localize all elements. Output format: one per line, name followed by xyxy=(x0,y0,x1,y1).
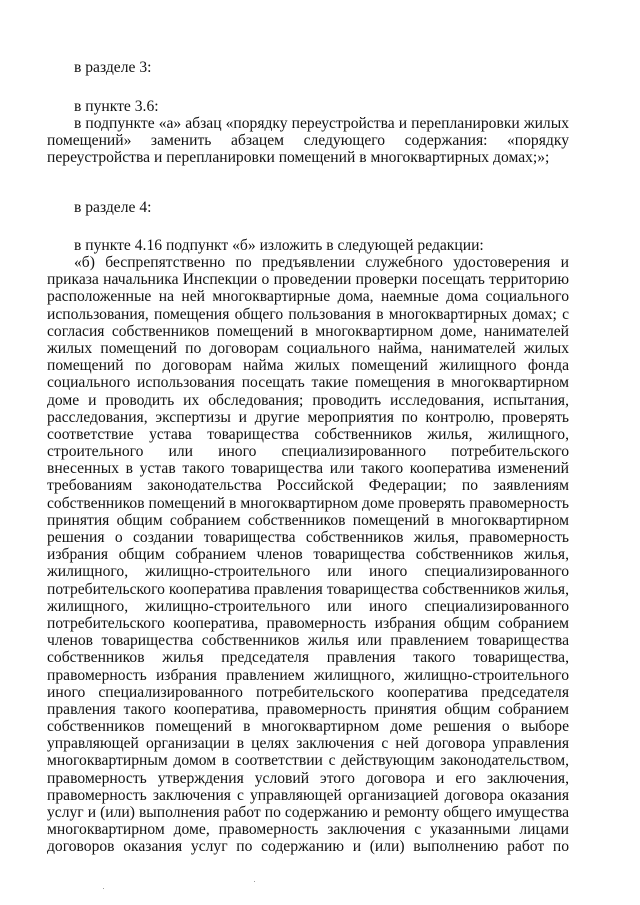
scan-speck xyxy=(103,888,104,889)
paragraph-line: помещений по договорам найма жилых помещений жилищного фонда xyxy=(47,357,569,375)
paragraph-line: приказа начальника Инспекции о проведении проверки посещать территорию xyxy=(47,271,569,289)
paragraph-line: правления такого кооператива, правомерность принятия общим собранием xyxy=(47,700,569,718)
paragraph-line: внесенных в устав такого товарищества или такого кооператива изменений xyxy=(47,460,569,478)
paragraph-line: в подпункте «а» абзац «порядку переустройства и перепланировки жилых xyxy=(74,115,569,132)
item-3-6-heading: в пункте 3.6: xyxy=(74,98,159,115)
paragraph-line: избрания общим собранием членов товарищества собственников жилья, xyxy=(47,546,569,564)
paragraph-line: услуг и (или) выполнения работ по содержанию и ремонту общего имущества xyxy=(47,804,569,821)
paragraph-line: собственников помещений в многоквартирном доме решения о выборе xyxy=(47,718,569,736)
paragraph-line: расследования, экспертизы и другие мероприятия по контролю, проверять xyxy=(47,408,569,426)
paragraph-line: расположенные на ней многоквартирные дома, наемные дома социального xyxy=(47,288,569,306)
paragraph-line: переустройства и перепланировки помещений в многоквартирных домах;»; xyxy=(47,149,550,167)
paragraph-line: собственников помещений в многоквартирном доме проверять правомерность xyxy=(47,494,569,512)
paragraph-line: членов товарищества собственников жилья или правлением товарищества xyxy=(47,632,569,650)
paragraph-line: правомерность избрания правлением жилищного, жилищно-строительного xyxy=(47,666,569,684)
paragraph-line: договоров оказания услуг по содержанию и (или) выполнению работ по xyxy=(47,838,569,856)
item-4-16-paragraph xyxy=(47,254,569,856)
paragraph-line: правомерность утверждения условий этого договора и его заключения, xyxy=(47,769,569,787)
paragraph-line: принятия общим собранием собственников помещений в многоквартирном xyxy=(47,511,569,529)
section-4-heading: в разделе 4: xyxy=(74,199,152,216)
paragraph-line: строительного или иного специализированного потребительского xyxy=(47,443,569,461)
paragraph-line: соответствие устава товарищества собственников жилья, жилищного, xyxy=(47,425,569,443)
paragraph-line: правомерность заключения с управляющей организацией договора оказания xyxy=(47,786,569,804)
paragraph-line: потребительского кооператива правления товарищества собственников жилья, xyxy=(47,580,569,598)
paragraph-line: многоквартирном доме, правомерность заключения с указанными лицами xyxy=(47,821,569,839)
paragraph-line: социального использования посещать такие помещения в многоквартирном xyxy=(47,374,569,392)
paragraph-line: помещений» заменить абзацем следующего содержания: «порядку xyxy=(47,132,569,150)
item-3-6-paragraph xyxy=(47,115,569,167)
paragraph-line: жилых помещений по договорам социального найма, нанимателей жилых xyxy=(47,339,569,357)
paragraph-line: «б) беспрепятственно по предъявлении служебного удостоверения и xyxy=(74,254,569,271)
item-4-16-intro: в пункте 4.16 подпункт «б» изложить в следующей редакции: xyxy=(74,237,484,254)
paragraph-line: собственников жилья председателя правления такого товарищества, xyxy=(47,649,569,667)
section-3-heading: в разделе 3: xyxy=(74,59,152,76)
paragraph-line: согласия собственников помещений в многоквартирном доме, нанимателей xyxy=(47,322,569,340)
paragraph-line: требованиям законодательства Российской Федерации; по заявлениям xyxy=(47,477,569,495)
paragraph-line: иного специализированного потребительского кооператива председателя xyxy=(47,683,569,701)
scan-speck xyxy=(254,881,255,882)
paragraph-line: использования, помещения общего пользования в многоквартирных домах; с xyxy=(47,305,569,323)
paragraph-line: решения о создании товарищества собственников жилья, правомерность xyxy=(47,529,569,546)
paragraph-line: потребительского кооператива, правомерность избрания общим собранием xyxy=(47,614,569,632)
paragraph-line: управляющей организации в целях заключения с ней договора управления xyxy=(47,735,569,753)
paragraph-line: многоквартирным домом в соответствии с действующим законодательством, xyxy=(47,752,569,770)
paragraph-line: жилищного, жилищно-строительного или иного специализированного xyxy=(47,597,569,615)
paragraph-line: жилищного, жилищно-строительного или иного специализированного xyxy=(47,563,569,581)
paragraph-line: доме и проводить их обследования; проводить исследования, испытания, xyxy=(47,391,569,409)
